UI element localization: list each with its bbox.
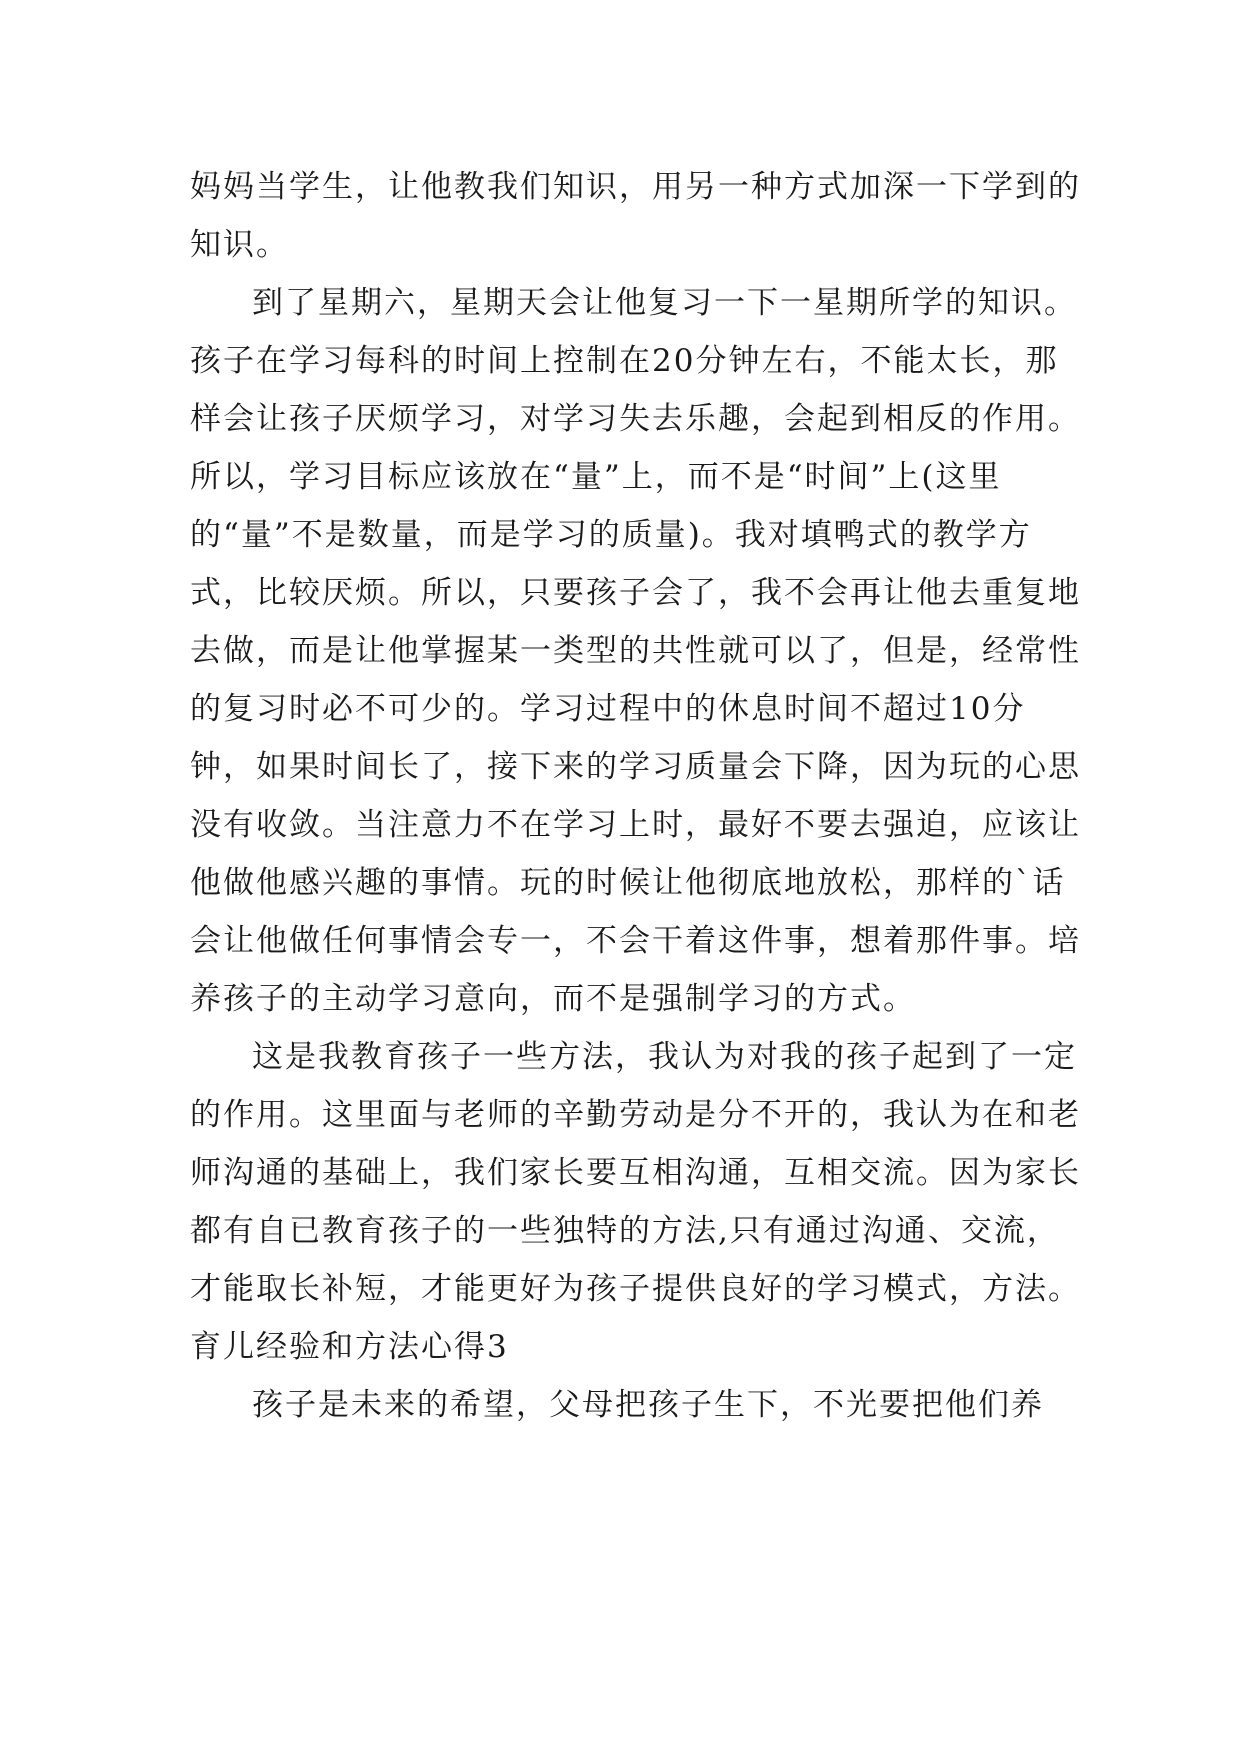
paragraph-review-schedule: 到了星期六，星期天会让他复习一下一星期所学的知识。孩子在学习每科的时间上控制在20分钟左右，不能太长，那样会让孩子厌烦学习，对学习失去乐趣，会起到相反的作用。所以，学习目标应该放在“量”上，而不是“时间”上(这里的“量”不是数量，而是学习的质量)。我对填鸭式的教学方式，比较厌烦。所以，只要孩子会了，我不会再让他去重复地去做，而是让他掌握某一类型的共性就可以了，但是，经常性的复习时必不可少的。学习过程中的休息时间不超过10分钟，如果时间长了，接下来的学习质量会下降，因为玩的心思没有收敛。当注意力不在学习上时，最好不要去强迫，应该让他做他感兴趣的事情。玩的时候让他彻底地放松，那样的`话会让他做任何事情会专一，不会干着这件事，想着那件事。培养孩子的主动学习意向，而不是强制学习的方式。	[190, 285, 1081, 1017]
section-heading: 育儿经验和方法心得3	[190, 1329, 509, 1365]
paragraph-section-start: 孩子是未来的希望，父母把孩子生下，不光要把他们养	[252, 1387, 1044, 1423]
paragraph-continuation: 妈妈当学生，让他教我们知识，用另一种方式加深一下学到的知识。	[190, 169, 1081, 263]
document-body	[190, 158, 1090, 1434]
paragraph-communication: 这是我教育孩子一些方法，我认为对我的孩子起到了一定的作用。这里面与老师的辛勤劳动是分不开的，我认为在和老师沟通的基础上，我们家长要互相沟通，互相交流。因为家长都有自已教育孩子的一些独特的方法,只有通过沟通、交流，才能取长补短，才能更好为孩子提供良好的学习模式，方法。	[190, 1039, 1081, 1307]
